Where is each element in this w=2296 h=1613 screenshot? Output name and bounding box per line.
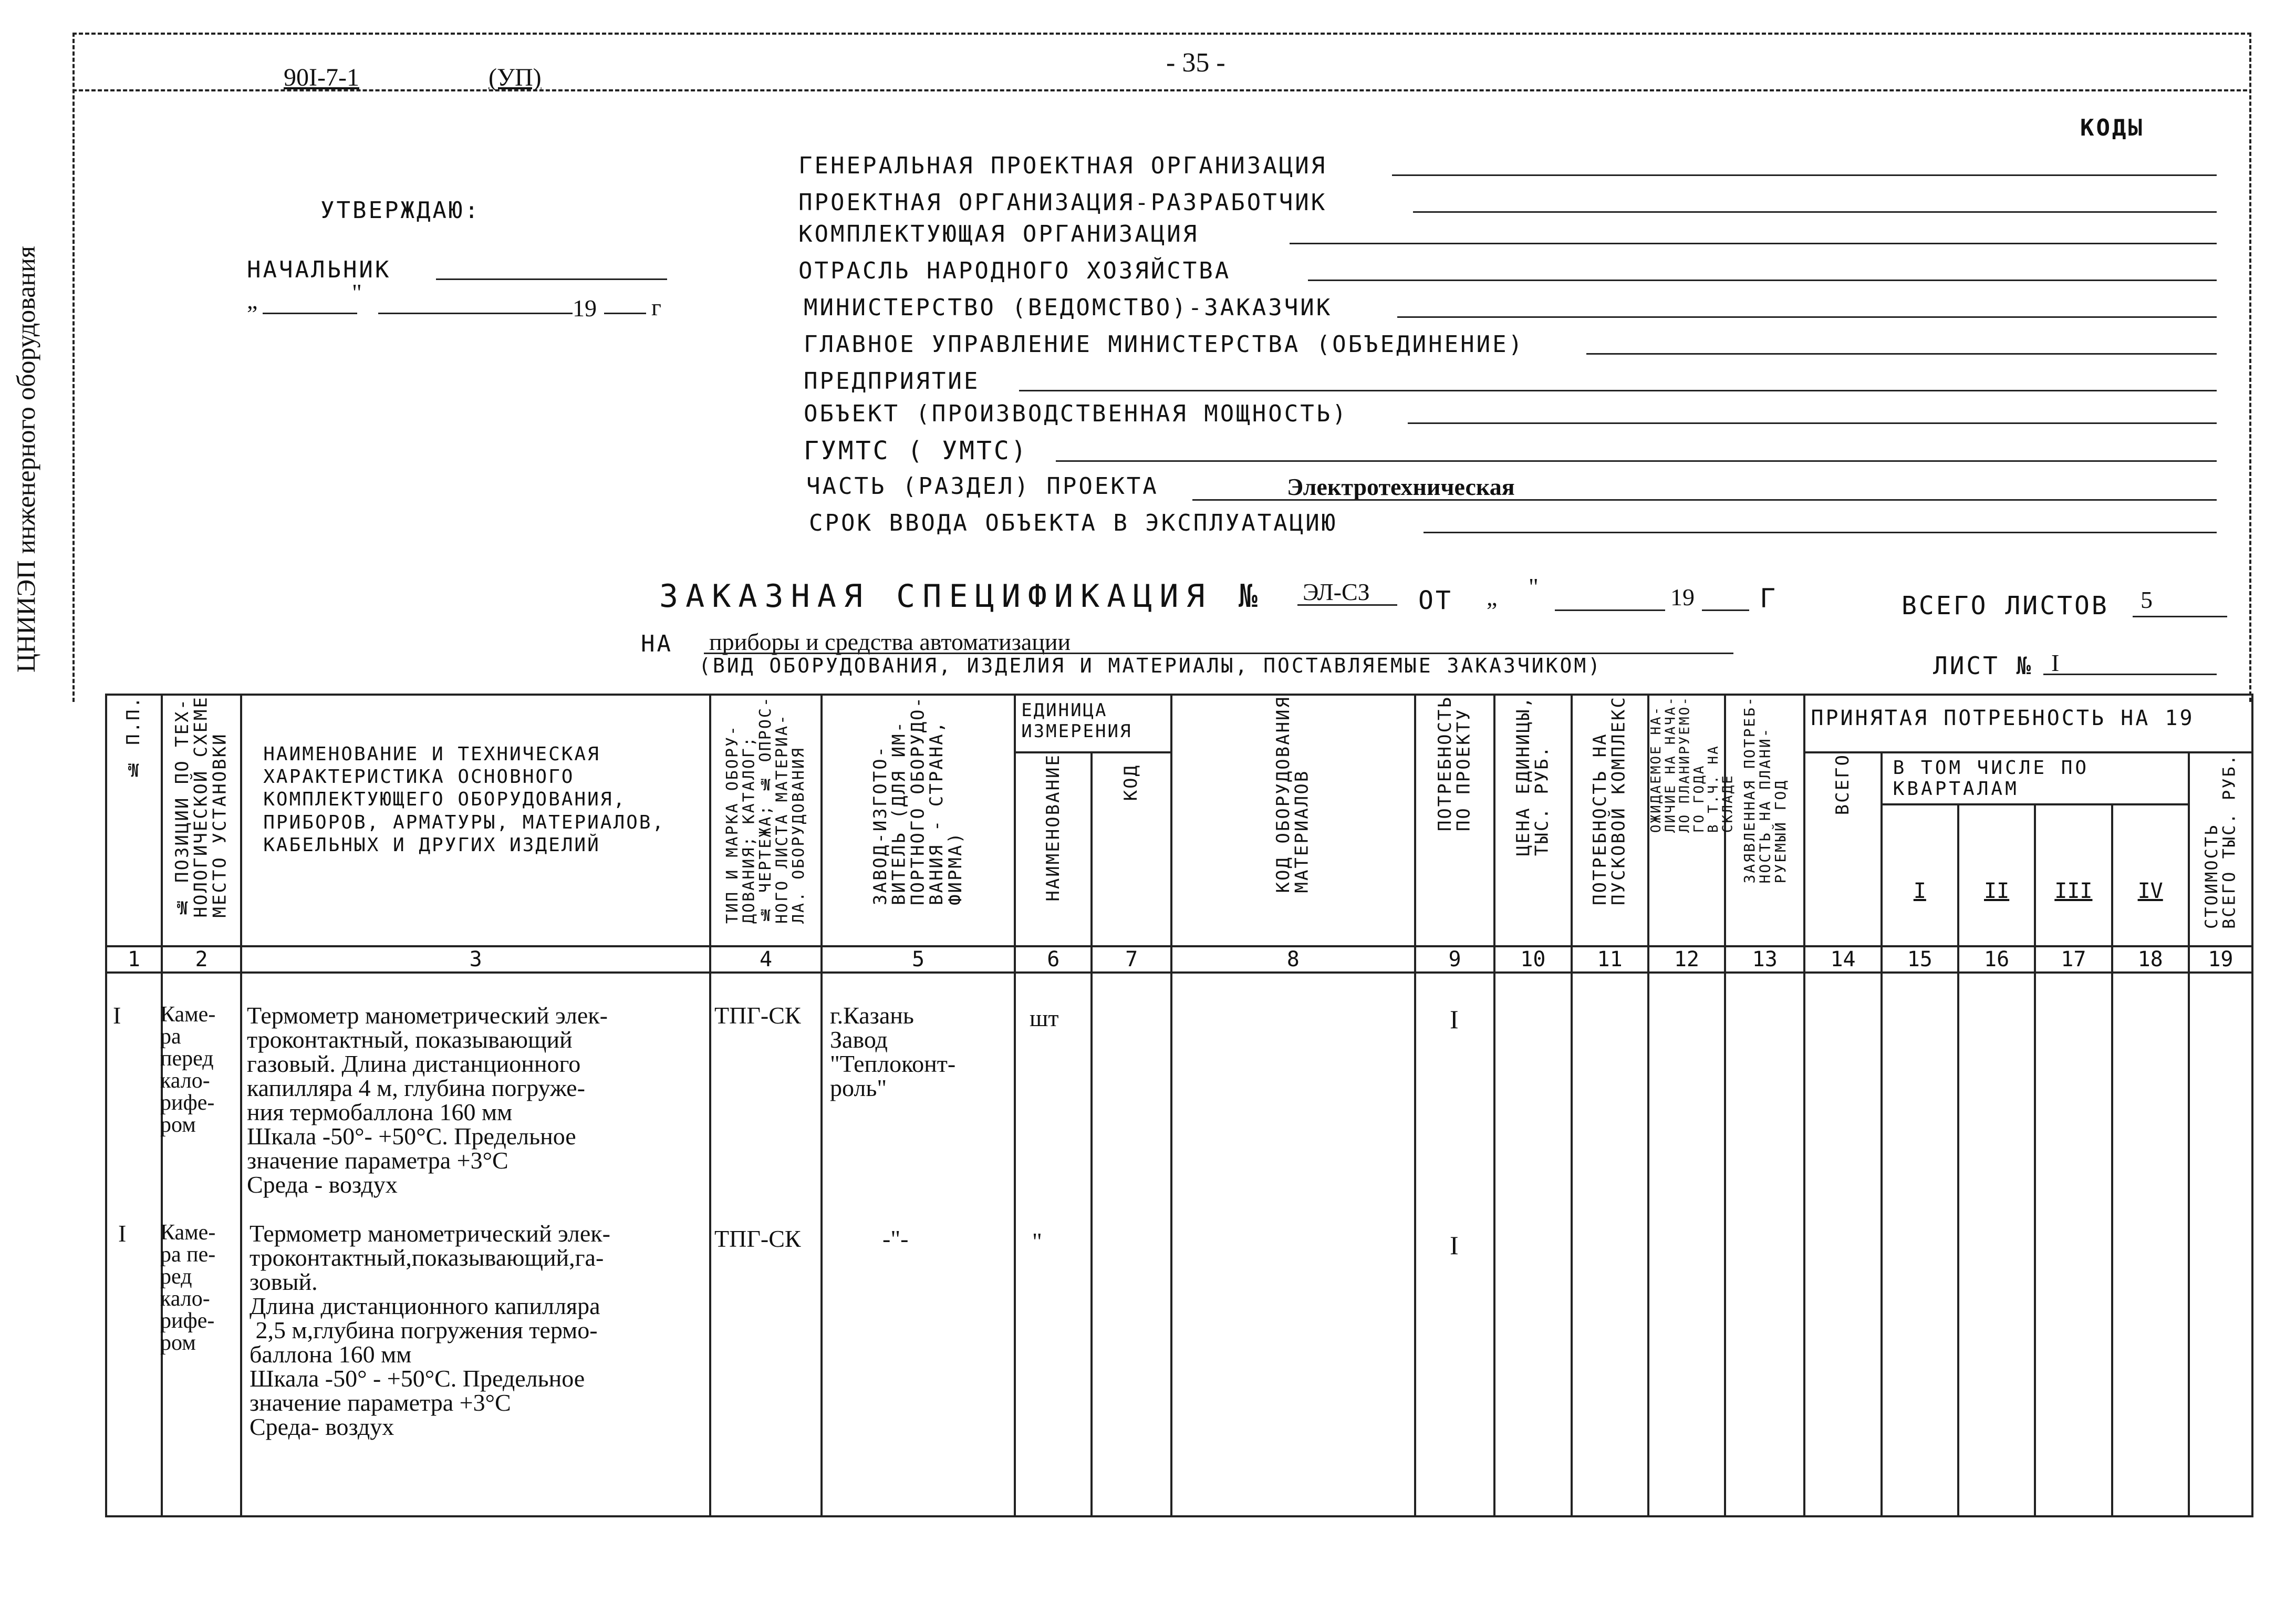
column-number: 12 — [1648, 946, 1725, 973]
column-number: 11 — [1572, 946, 1648, 973]
field-label: ГЕНЕРАЛЬНАЯ ПРОЕКТНАЯ ОРГАНИЗАЦИЯ — [798, 152, 1327, 179]
spec-subject-caption: (ВИД ОБОРУДОВАНИЯ, ИЗДЕЛИЯ И МАТЕРИАЛЫ, ПОСТАВЛЯЕМЫЕ ЗАКАЗЧИКОМ) — [699, 654, 1603, 677]
spec-number: ЭЛ-СЗ — [1303, 578, 1370, 605]
field-line — [1290, 243, 2217, 244]
field-label: ЧАСТЬ (РАЗДЕЛ) ПРОЕКТА — [806, 473, 1159, 500]
project-part-value: Электротехническая — [1287, 473, 1515, 500]
col-header-18: IV — [2112, 804, 2189, 946]
column-number: 2 — [162, 946, 241, 973]
approval-year-suffix: г — [651, 294, 661, 320]
col-header-3: НАИМЕНОВАНИЕ И ТЕХНИЧЕСКАЯ ХАРАКТЕРИСТИКА ОСНОВНОГО КОМПЛЕКТУЮЩЕГО ОБОРУДОВАНИЯ, ПРИБОРОВ, АРМАТУРЫ, МАТЕРИАЛОВ, КАБЕЛЬНЫХ И ДРУГИХ ИЗДЕЛИЙ — [241, 695, 710, 946]
row-1-maker: г.Казань Завод "Теплоконт- роль" — [830, 1002, 956, 1101]
body-cell-no — [106, 973, 162, 1516]
approval-year-line — [604, 313, 646, 314]
column-number: 19 — [2189, 946, 2252, 973]
field-label: ОБЪЕКТ (ПРОИЗВОДСТВЕННАЯ МОЩНОСТЬ) — [804, 400, 1348, 427]
field-label: КОМПЛЕКТУЮЩАЯ ОРГАНИЗАЦИЯ — [798, 221, 1199, 247]
row-2-type: ТПГ-СК — [714, 1225, 801, 1252]
col-group-accepted: ПРИНЯТАЯ ПОТРЕБНОСТЬ НА 19 — [1804, 695, 2252, 752]
row-1-type: ТПГ-СК — [714, 1002, 801, 1029]
spec-year-line — [1702, 609, 1749, 611]
column-number: 8 — [1171, 946, 1415, 973]
body-cell — [1804, 973, 1881, 1516]
approval-day-line — [263, 313, 357, 314]
body-cell — [1092, 973, 1171, 1516]
column-number: 16 — [1958, 946, 2035, 973]
field-label: СРОК ВВОДА ОБЪЕКТА В ЭКСПЛУАТАЦИЮ — [809, 510, 1338, 536]
doc-code: 90I-7-1 — [284, 64, 359, 91]
body-cell — [1882, 973, 1958, 1516]
field-line — [1308, 280, 2217, 281]
row-2-no-text: I — [118, 1220, 127, 1247]
spec-title: ЗАКАЗНАЯ СПЕЦИФИКАЦИЯ № — [659, 578, 1265, 615]
approval-year: 19 — [573, 295, 597, 322]
column-number: 13 — [1725, 946, 1804, 973]
spec-date-quote: „ — [1487, 584, 1498, 611]
codes-label: КОДЫ — [2080, 115, 2144, 141]
row-1-unit: шт — [1030, 1005, 1059, 1031]
column-number: 4 — [710, 946, 822, 973]
col-header-13: ЗАЯВЛЕННАЯ ПОТРЕБ- НОСТЬ НА ПЛАНИ- РУЕМЫЙ ГОД — [1725, 695, 1804, 946]
sheet-label: ЛИСТ № — [1933, 652, 2033, 680]
col-header-10: ЦЕНА ЕДИНИЦЫ, ТЫС. РУБ. — [1494, 695, 1571, 946]
row-1-no-text: I — [113, 1002, 121, 1029]
col-header-7: КОД — [1092, 752, 1171, 946]
column-number-row — [106, 946, 2252, 973]
spec-from: ОТ — [1418, 586, 1453, 615]
field-line — [1397, 316, 2217, 318]
col-header-19: СТОИМОСТЬ ВСЕГО ТЫС. РУБ. — [2189, 752, 2252, 946]
table-header-row — [106, 695, 2252, 752]
body-cell — [1494, 973, 1571, 1516]
body-cell — [2112, 973, 2189, 1516]
approval-date-quote-close: " — [352, 279, 362, 306]
col-header-4: ТИП И МАРКА ОБОРУ- ДОВАНИЯ; КАТАЛОГ; № ЧЕРТЕЖА; № ОПРОС- НОГО ЛИСТА МАТЕРИА- ЛА. ОБОРУДОВАНИЯ — [710, 695, 822, 946]
column-number: 17 — [2035, 946, 2112, 973]
col-header-11: ПОТРЕБНОСТЬ НА ПУСКОВОЙ КОМПЛЕКС — [1572, 695, 1648, 946]
column-number: 15 — [1882, 946, 1958, 973]
total-sheets-label: ВСЕГО ЛИСТОВ — [1902, 591, 2109, 621]
approval-date-quote: „ — [247, 287, 258, 314]
column-number: 9 — [1415, 946, 1494, 973]
row-1-position: Каме- ра перед кало- рифе- ром — [160, 1002, 216, 1137]
body-cell — [1648, 973, 1725, 1516]
field-line — [1408, 422, 2217, 424]
field-label: ГЛАВНОЕ УПРАВЛЕНИЕ МИНИСТЕРСТВА (ОБЪЕДИНЕНИЕ) — [804, 331, 1525, 358]
field-line — [1392, 174, 2217, 176]
field-label: ГУМТС ( УМТС) — [804, 436, 1028, 466]
field-line — [1424, 532, 2217, 533]
body-cell — [1171, 973, 1415, 1516]
sheet-line — [2043, 674, 2217, 675]
approval-title: УТВЕРЖДАЮ: — [320, 197, 481, 224]
doc-volume: (УП) — [489, 64, 542, 91]
sidebar-label: ЦНИИЭП инженерного оборудования — [11, 246, 40, 673]
row-2-unit: " — [1032, 1228, 1042, 1255]
col-group-unit: ЕДИНИЦА ИЗМЕРЕНИЯ — [1015, 695, 1171, 752]
body-cell-unit — [1015, 973, 1092, 1516]
column-number: 6 — [1015, 946, 1092, 973]
body-cell — [2035, 973, 2112, 1516]
body-cell — [1725, 973, 1804, 1516]
row-2-position: Каме- ра пе- ред кало- рифе- ром — [160, 1221, 216, 1355]
column-number: 7 — [1092, 946, 1171, 973]
column-number: 3 — [241, 946, 710, 973]
body-cell — [1572, 973, 1648, 1516]
field-label: ОТРАСЛЬ НАРОДНОГО ХОЗЯЙСТВА — [798, 257, 1231, 284]
row-2-name: Термометр манометрический элек- троконтактный,показывающий,га- зовый. Длина дистанционного капилляра 2,5 м,глубина погружения термо- баллона 160 мм Шкала -50° - +50°С. Предельное значение параметра +3°С Среда- воздух — [250, 1220, 610, 1440]
col-header-8: КОД ОБОРУДОВАНИЯ МАТЕРИАЛОВ — [1171, 695, 1415, 946]
spec-on-label: НА — [641, 630, 673, 657]
field-line — [1019, 390, 2217, 391]
col-header-6: НАИМЕНОВАНИЕ — [1015, 752, 1092, 946]
header-divider — [72, 89, 2247, 91]
col-header-5: ЗАВОД-ИЗГОТО- ВИТЕЛЬ (ДЛЯ ИМ- ПОРТНОГО ОБОРУДО- ВАНИЯ - СТРАНА, ФИРМА) — [822, 695, 1015, 946]
col-header-12: ОЖИДАЕМОЕ НА- ЛИЧИЕ НА НАЧА- ЛО ПЛАНИРУЕМО- ГО ГОДА В Т.Ч. НА СКЛАДЕ — [1648, 695, 1725, 946]
spec-number-line — [1297, 604, 1397, 606]
body-cell — [1958, 973, 2035, 1516]
col-header-17: III — [2035, 804, 2112, 946]
approval-month-line — [378, 313, 573, 314]
field-line — [1413, 211, 2217, 213]
column-number: 14 — [1804, 946, 1881, 973]
row-2-qty: I — [1450, 1231, 1459, 1260]
spec-year: 19 — [1670, 584, 1695, 611]
col-header-16: II — [1958, 804, 2035, 946]
spec-year-suffix: Г — [1760, 583, 1778, 614]
row-1-qty: I — [1450, 1005, 1459, 1034]
approval-position: НАЧАЛЬНИК — [247, 256, 391, 283]
column-number: 10 — [1494, 946, 1571, 973]
col-header-2: № ПОЗИЦИИ ПО ТЕХ- НОЛОГИЧЕСКОЙ СХЕМЕ МЕСТО УСТАНОВКИ — [162, 695, 241, 946]
column-number: 18 — [2112, 946, 2189, 973]
sheet-value: I — [2051, 649, 2060, 676]
approval-signature-line — [436, 278, 667, 280]
spec-date-line — [1555, 609, 1665, 611]
total-sheets-line — [2133, 616, 2227, 617]
field-line — [1056, 460, 2217, 462]
column-number: 5 — [822, 946, 1015, 973]
total-sheets-value: 5 — [2141, 586, 2153, 613]
field-label: ПРОЕКТНАЯ ОРГАНИЗАЦИЯ-РАЗРАБОТЧИК — [798, 189, 1327, 216]
col-header-1: № П.П. — [106, 695, 162, 946]
col-group-quarters: В ТОМ ЧИСЛЕ ПО КВАРТАЛАМ — [1882, 752, 2189, 804]
row-1-name: Термометр манометрический элек- троконтактный, показывающий газовый. Длина дистанционного капилляра 4 м, глубина погруже- ния термобаллона 160 мм Шкала -50°- +50°С. Предельное значение параметра +3°С Среда - воздух — [247, 1002, 608, 1198]
field-label: МИНИСТЕРСТВО (ВЕДОМСТВО)-ЗАКАЗЧИК — [804, 294, 1333, 321]
field-line — [1586, 353, 2217, 355]
body-cell — [2189, 973, 2252, 1516]
field-line — [1192, 499, 2217, 501]
field-label: ПРЕДПРИЯТИЕ — [804, 368, 980, 395]
row-2-maker: -"- — [882, 1225, 909, 1252]
spec-date-quote-close: " — [1529, 573, 1539, 600]
spec-subject: приборы и средства автоматизации — [709, 628, 1071, 655]
column-number: 1 — [106, 946, 162, 973]
col-header-15: I — [1882, 804, 1958, 946]
col-header-14: ВСЕГО — [1804, 752, 1881, 946]
page-number: - 35 - — [1166, 48, 1225, 78]
col-header-9: ПОТРЕБНОСТЬ ПО ПРОЕКТУ — [1415, 695, 1494, 946]
